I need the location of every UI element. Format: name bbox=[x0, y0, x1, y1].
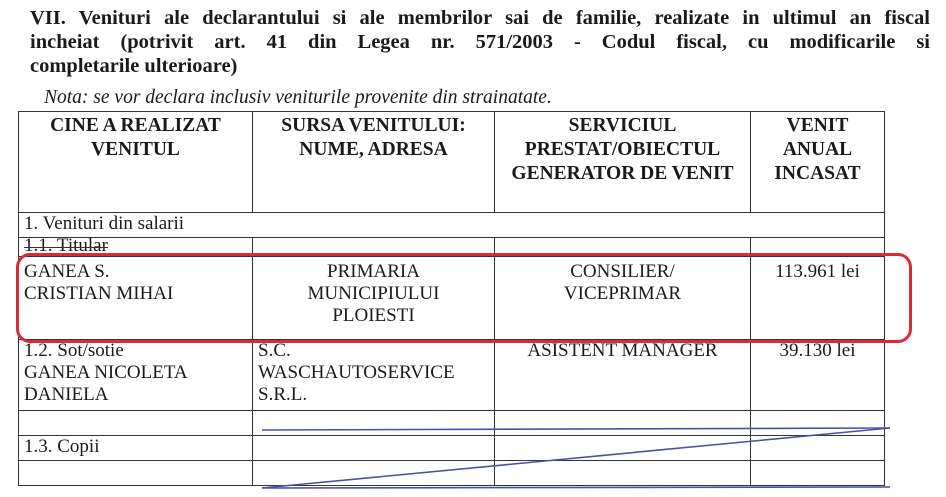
titular-label: 1.1. Titular bbox=[24, 237, 108, 256]
heading-line-1: VII. Venituri ale declarantului si ale membrilor sai de familie, realizate in ultimul an fiscal bbox=[30, 7, 930, 29]
cell-copii-label: 1.3. Copii bbox=[19, 436, 253, 461]
cell-titular-name: GANEA S. CRISTIAN MIHAI bbox=[19, 257, 253, 340]
table-row-spouse bbox=[19, 340, 885, 411]
cell-spouse-name: 1.2. Sot/sotie GANEA NICOLETA DANIELA bbox=[19, 340, 253, 411]
header-who: CINE A REALIZAT VENITUL bbox=[19, 112, 253, 213]
table-row-copii bbox=[19, 436, 885, 461]
header-income: VENIT ANUAL INCASAT bbox=[751, 112, 885, 213]
heading-line-3: completarile ulterioare) bbox=[30, 55, 238, 77]
table-row-blank-2 bbox=[19, 461, 885, 486]
section-label: 1. Venituri din salarii bbox=[19, 213, 885, 238]
section-row-salarii bbox=[19, 213, 885, 238]
table-row-blank bbox=[19, 411, 885, 436]
section-heading bbox=[30, 6, 930, 78]
strike-line-3 bbox=[262, 487, 890, 488]
table-header-row bbox=[19, 112, 885, 213]
cell-titular-income: 113.961 lei bbox=[751, 257, 885, 340]
cell-spouse-service: ASISTENT MANAGER bbox=[495, 340, 751, 411]
cell-spouse-source: S.C. WASCHAUTOSERVICE S.R.L. bbox=[253, 340, 495, 411]
cell-titular-source: PRIMARIA MUNICIPIULUI PLOIESTI bbox=[253, 257, 495, 340]
header-service: SERVICIUL PRESTAT/OBIECTUL GENERATOR DE VENIT bbox=[495, 112, 751, 213]
nota-text: Nota: se vor declara inclusiv veniturile provenite din strainatate. bbox=[44, 87, 552, 108]
heading-line-2: incheiat (potrivit art. 41 din Legea nr. 571/2003 - Codul fiscal, cu modificarile si bbox=[30, 31, 930, 53]
highlight-box bbox=[16, 253, 912, 343]
cell-titular-service: CONSILIER/ VICEPRIMAR bbox=[495, 257, 751, 340]
header-source: SURSA VENITULUI: NUME, ADRESA bbox=[253, 112, 495, 213]
cell-spouse-income: 39.130 lei bbox=[751, 340, 885, 411]
